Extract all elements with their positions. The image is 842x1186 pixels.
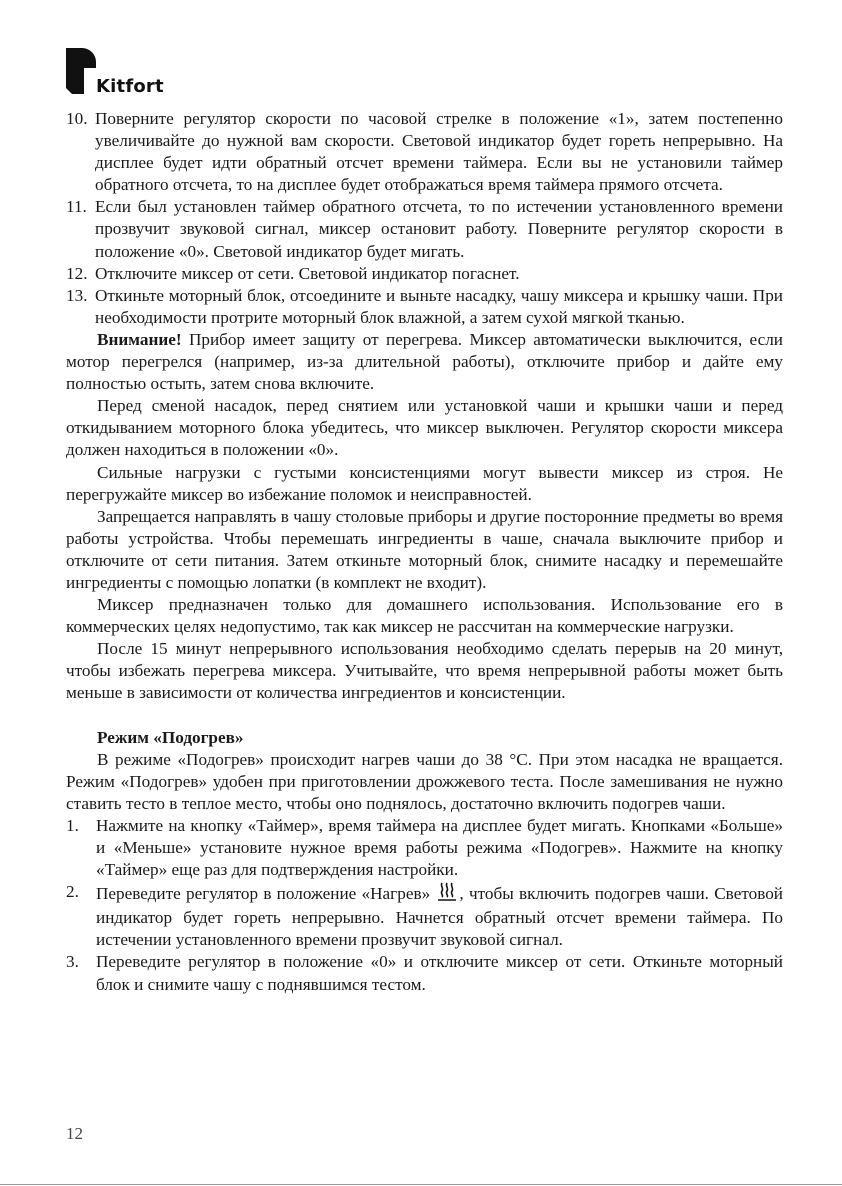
step-12 [66,263,783,285]
warning-text: Прибор имеет защиту от перегрева. Миксер автоматически выключится, если мотор перегрелся (например, из-за длительной работы), отключите прибор и дайте ему полностью остыть, затем снова включите. [66,329,783,394]
step-number: 11. [66,197,87,217]
step-number: 3. [66,952,79,972]
paragraph-attachments: Перед сменой насадок, перед снятием или установкой чаши и крышки чаши и перед откидыванием моторного блока убедитесь, что миксер выключен. Регулятор скорости миксера должен находиться в положении «0». [66,396,783,460]
paragraph-home-use: Миксер предназначен только для домашнего использования. Использование его в коммерческих целях недопустимо, так как миксер не рассчитан на коммерческие нагрузки. [66,595,783,637]
warning-label: Внимание! [97,329,182,349]
step-13 [66,285,783,329]
step-number: 12. [66,263,88,283]
step-text-before: Переведите регулятор в положение «Нагрев» [96,884,436,904]
paragraph-overload: Сильные нагрузки с густыми консистенциями могут вывести миксер из строя. Не перегружайте миксер во избежание поломок и неисправностей. [66,462,783,504]
step-11 [66,196,783,262]
heating-steps [66,815,783,996]
warning-paragraph [66,329,783,395]
page-content [66,108,783,996]
kitfort-logo-icon [66,46,96,94]
step-text-after: , чтобы включить подогрев чаши. Световой индикатор будет гореть непрерывно. Начнется обратный отсчет времени таймера. По истечении установленного времени прозвучит звуковой сигнал. [96,884,783,950]
step-number: 13. [66,285,88,305]
section-intro: В режиме «Подогрев» происходит нагрев чаши до 38 °С. При этом насадка не вращается. Режим «Подогрев» удобен при приготовлении дрожжевого теста. После замешивания не нужно ставить тесто в теплое место, чтобы оно поднялось, достаточно включить подогрев чаши. [66,749,783,813]
paragraph-break: После 15 минут непрерывного использования необходимо сделать перерыв на 20 минут, чтобы избежать перегрева миксера. Учитывайте, что время непрерывной работы может быть меньше в зависимости от количества ингредиентов и консистенции. [66,639,783,703]
paragraph-foreign-objects: Запрещается направлять в чашу столовые приборы и другие посторонние предметы во время работы устройства. Чтобы перемешать ингредиенты в чаше, сначала выключите прибор и отключите от сети питания. Затем откиньте моторный блок, снимите насадку и перемешайте ингредиенты с помощью лопатки (в комплект не входит). [66,506,783,592]
brand-name: Kitfort [96,76,164,97]
step-number: 2. [66,882,79,902]
step-text: Переведите регулятор в положение «0» и отключите миксер от сети. Откиньте моторный блок и снимите чашу с поднявшимся тестом. [96,952,783,994]
kitfort-logo [66,46,186,96]
page-number: 12 [66,1124,83,1143]
heating-icon [437,881,457,907]
section-heading: Режим «Подогрев» [97,727,244,747]
step-number: 1. [66,815,79,835]
heating-step-2 [66,881,783,951]
step-text: Если был установлен таймер обратного отсчета, то по истечении установленного времени прозвучит звуковой сигнал, миксер остановит работу. Поверните регулятор скорости в положение «0». Световой индикатор будет мигать. [95,197,783,261]
step-10 [66,108,783,196]
step-number: 10. [66,109,88,128]
heating-step-3 [66,951,783,995]
step-text: Отключите миксер от сети. Световой индикатор погаснет. [95,263,520,283]
step-text: Нажмите на кнопку «Таймер», время таймера на дисплее будет мигать. Кнопками «Больше» и «Меньше» установите нужное время работы режима «Подогрев». Нажмите на кнопку «Таймер» еще раз для подтверждения настройки. [96,815,783,880]
step-text: Откиньте моторный блок, отсоедините и выньте насадку, чашу миксера и крышку чаши. При необходимости протрите моторный блок влажной, а затем сухой мягкой тканью. [95,285,783,327]
bottom-rule [0,1184,842,1185]
heating-step-1 [66,815,783,881]
step-text: Поверните регулятор скорости по часовой стрелке в положение «1», затем постепенно увеличивайте до нужной вам скорости. Световой индикатор будет гореть непрерывно. На дисплее будет идти обратный отсчет времени таймера. Если вы не установили таймер обратного отсчета, то на дисплее будет отображаться время таймера прямого отсчета. [95,109,783,195]
